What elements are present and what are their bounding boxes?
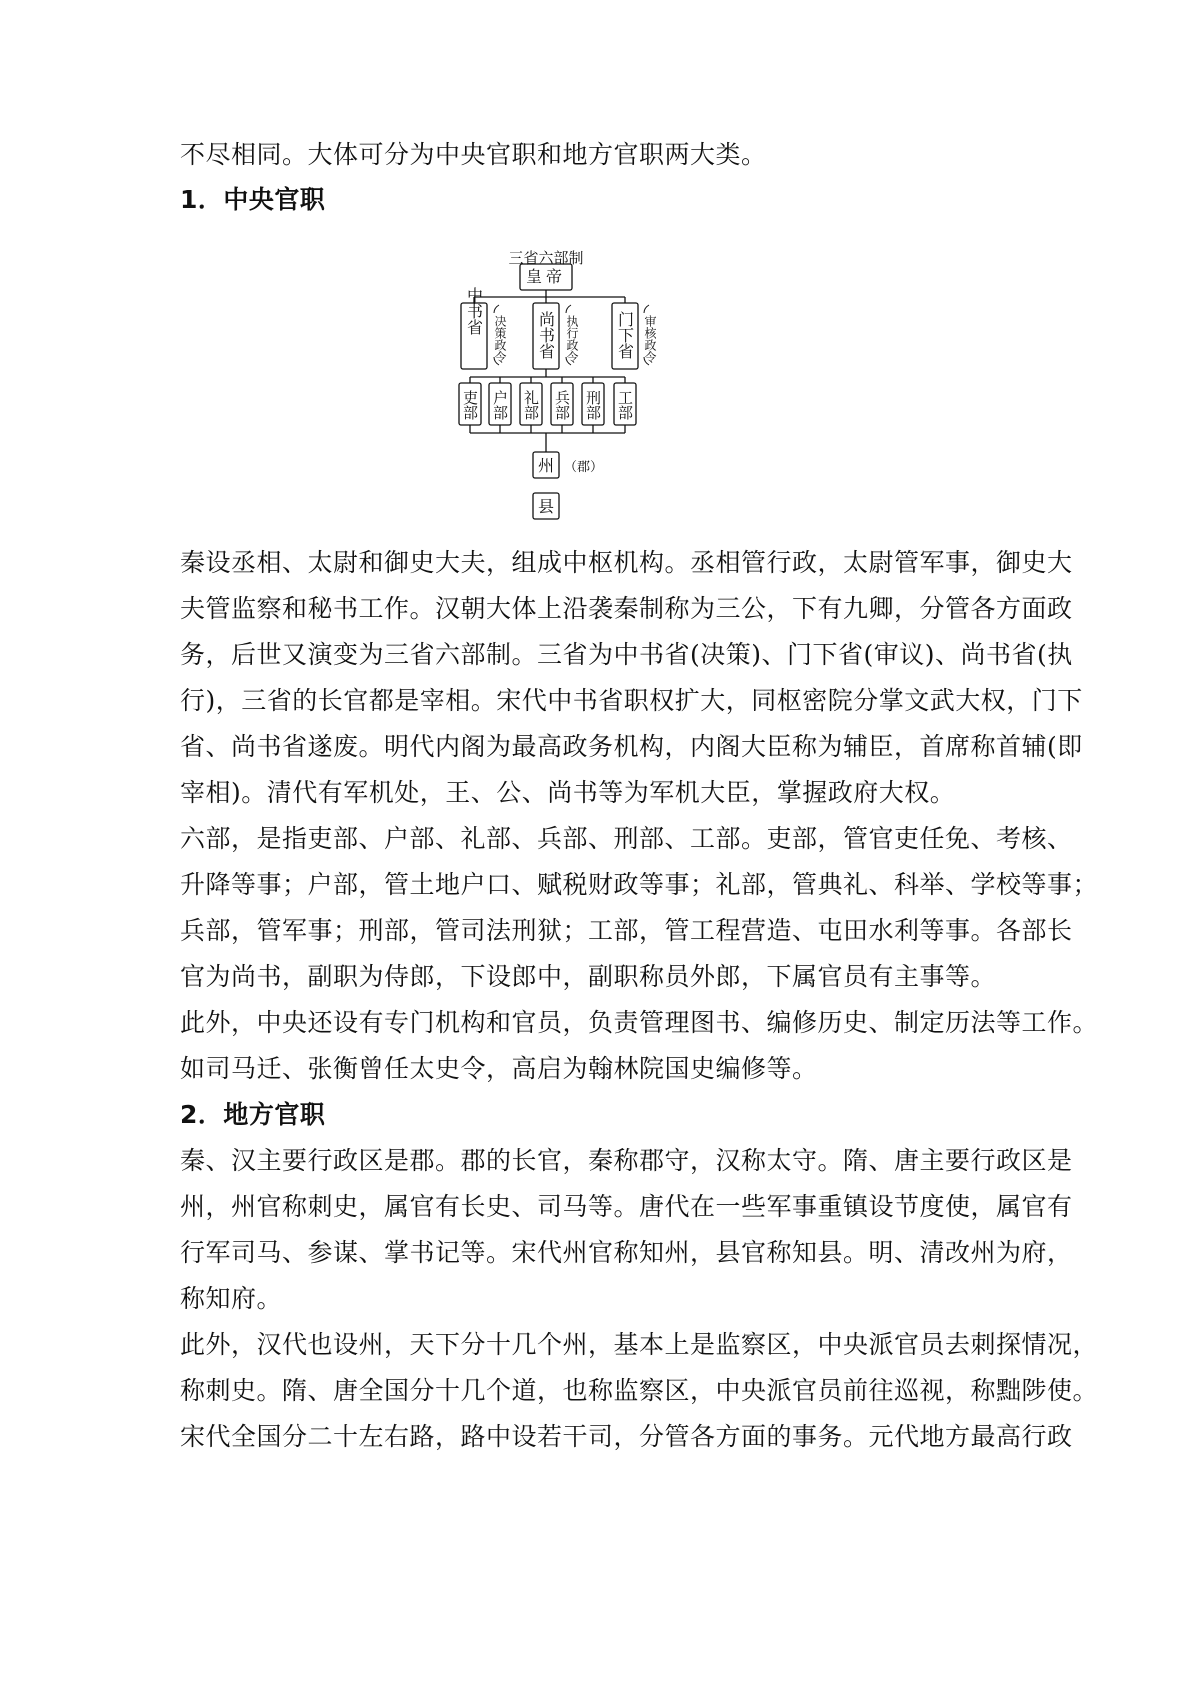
- section-heading-central: 1．中央官职: [180, 185, 326, 214]
- text-line: 升降等事；户部，管土地户口、赋税财政等事；礼部，管典礼、科举、学校等事；: [180, 870, 1099, 899]
- emperor-label: 皇帝: [525, 267, 567, 286]
- note-zhongshu: 决策政令: [493, 315, 507, 363]
- text-line: 秦设丞相、太尉和御史大夫，组成中枢机构。丞相管行政，太尉管军事，御史大: [180, 548, 1073, 577]
- zhou-label: 州: [537, 456, 555, 475]
- text-line: 六部，是指吏部、户部、礼部、兵部、刑部、工部。吏部，管官吏任免、考核、: [180, 824, 1073, 853]
- text-line: 行军司马、参谋、掌书记等。宋代州官称知州，县官称知县。明、清改州为府，: [180, 1238, 1073, 1267]
- sheng-label-shangshu: 尚书省: [536, 311, 556, 359]
- bu-label-5: 刑部: [584, 390, 602, 420]
- text-line: 兵部，管军事；刑部，管司法刑狱；工部，管工程营造、屯田水利等事。各部长: [180, 916, 1073, 945]
- bu-label-2: 户部: [491, 390, 509, 420]
- text-line: 称刺史。隋、唐全国分十几个道，也称监察区，中央派官员前往巡视，称黜陟使。: [180, 1376, 1099, 1405]
- text-line: 官为尚书，副职为侍郎，下设郎中，副职称员外郎，下属官员有主事等。: [180, 962, 997, 991]
- text-line: 称知府。: [180, 1284, 283, 1313]
- section-heading-local: 2．地方官职: [180, 1100, 326, 1129]
- text-line: 省、尚书省遂废。明代内阁为最高政务机构，内阁大臣称为辅臣，首席称首辅(即: [180, 732, 1083, 761]
- diagram-title: 三省六部制: [508, 249, 584, 267]
- text-line: 不尽相同。大体可分为中央官职和地方官职两大类。: [180, 140, 767, 169]
- bu-label-1: 吏部: [461, 390, 479, 420]
- text-line: 此外，中央还设有专门机构和官员，负责管理图书、编修历史、制定历法等工作。: [180, 1008, 1099, 1037]
- text-line: 州，州官称刺史，属官有长史、司马等。唐代在一些军事重镇设节度使，属官有: [180, 1192, 1073, 1221]
- bu-label-3: 礼部: [522, 390, 540, 420]
- bu-label-6: 工部: [616, 390, 634, 420]
- zhou-note: （郡）: [564, 460, 604, 475]
- note-menxia: 审核政令: [643, 315, 657, 363]
- three-departments-six-ministries-diagram: [461, 249, 740, 570]
- sheng-label-zhongshu: 中书省: [464, 287, 484, 335]
- note-shangshu: 执行政令: [565, 315, 579, 363]
- bu-label-4: 兵部: [553, 390, 571, 420]
- text-line: 行)，三省的长官都是宰相。宋代中书省职权扩大，同枢密院分掌文武大权，门下: [180, 686, 1083, 715]
- text-line: 宰相)。清代有军机处，王、公、尚书等为军机大臣，掌握政府大权。: [180, 778, 956, 807]
- sheng-label-menxia: 门下省: [615, 311, 635, 359]
- text-line: 宋代全国分二十左右路，路中设若干司，分管各方面的事务。元代地方最高行政: [180, 1422, 1073, 1451]
- text-line: 此外，汉代也设州，天下分十几个州，基本上是监察区，中央派官员去刺探情况，: [180, 1330, 1099, 1359]
- text-line: 夫管监察和秘书工作。汉朝大体上沿袭秦制称为三公，下有九卿，分管各方面政: [180, 594, 1073, 623]
- xian-label: 县: [537, 497, 555, 516]
- text-line: 务，后世又演变为三省六部制。三省为中书省(决策)、门下省(审议)、尚书省(执: [180, 640, 1073, 669]
- text-line: 如司马迁、张衡曾任太史令，高启为翰林院国史编修等。: [180, 1054, 818, 1083]
- text-line: 秦、汉主要行政区是郡。郡的长官，秦称郡守，汉称太守。隋、唐主要行政区是: [180, 1146, 1073, 1175]
